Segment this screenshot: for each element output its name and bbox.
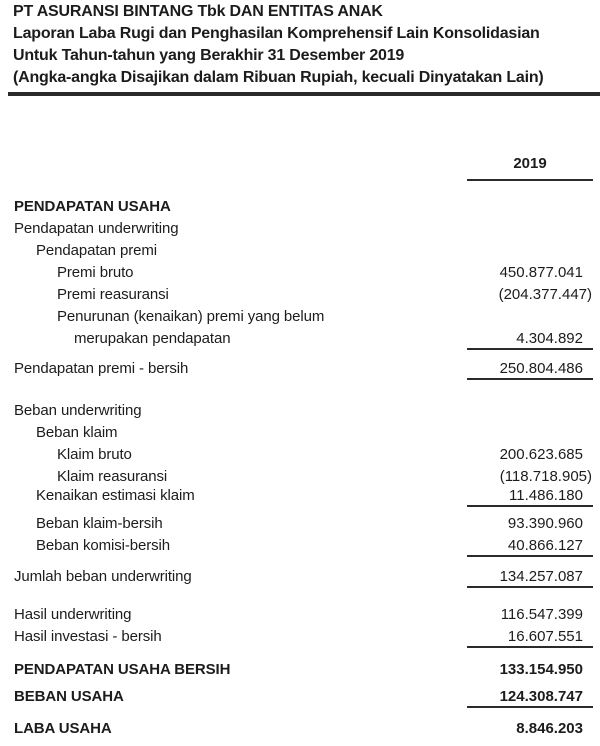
row-value xyxy=(467,358,593,380)
row-value xyxy=(467,284,593,306)
statement-row xyxy=(0,422,593,444)
row-label: Beban underwriting xyxy=(14,402,142,419)
row-value-text: 116.547.399 xyxy=(500,606,583,623)
statement-row xyxy=(0,659,593,681)
company-name: PT ASURANSI BINTANG Tbk DAN ENTITAS ANAK xyxy=(13,3,383,20)
document-header xyxy=(13,1,596,89)
row-label: Premi bruto xyxy=(57,264,134,281)
row-value xyxy=(467,566,593,588)
row-label: Pendapatan underwriting xyxy=(14,220,179,237)
row-value-text: 134.257.087 xyxy=(499,568,583,585)
row-value xyxy=(467,400,593,422)
statement-row xyxy=(0,284,593,306)
row-label: Pendapatan premi xyxy=(36,242,157,259)
statement-row xyxy=(0,218,593,240)
row-value-text: (118.718.905) xyxy=(499,468,592,485)
statement-row xyxy=(0,513,593,535)
row-value xyxy=(467,240,593,262)
row-label: merupakan pendapatan xyxy=(74,330,231,347)
statement-row xyxy=(0,626,593,648)
statement-title: Laporan Laba Rugi dan Penghasilan Komprehensif Lain Konsolidasian xyxy=(13,25,540,42)
row-label: PENDAPATAN USAHA BERSIH xyxy=(14,661,231,678)
row-label: Hasil underwriting xyxy=(14,606,132,623)
statement-row xyxy=(0,566,593,588)
header-divider-rule xyxy=(8,92,600,96)
row-label: LABA USAHA xyxy=(14,720,112,737)
row-label: Pendapatan premi - bersih xyxy=(14,360,189,377)
row-value xyxy=(467,262,593,284)
row-value xyxy=(467,626,593,648)
currency-note: (Angka-angka Disajikan dalam Ribuan Rupiah, kecuali Dinyatakan Lain) xyxy=(13,69,544,86)
statement-row xyxy=(0,718,593,740)
row-value-text: 40.866.127 xyxy=(507,537,583,554)
row-label: Klaim reasuransi xyxy=(57,468,168,485)
year-column-header: 2019 xyxy=(513,155,547,172)
row-value-text: 4.304.892 xyxy=(516,330,583,347)
statement-rows xyxy=(0,196,593,740)
row-value xyxy=(467,422,593,444)
statement-row xyxy=(0,262,593,284)
statement-row xyxy=(0,196,593,218)
row-value xyxy=(467,218,593,240)
row-value xyxy=(467,196,593,218)
row-value xyxy=(467,604,593,626)
row-value-text: 16.607.551 xyxy=(507,628,583,645)
row-label: Jumlah beban underwriting xyxy=(14,568,192,585)
statement-row xyxy=(0,485,593,507)
row-label: Kenaikan estimasi klaim xyxy=(36,487,195,504)
row-value xyxy=(467,659,593,681)
period-line: Untuk Tahun-tahun yang Berakhir 31 Desember 2019 xyxy=(13,47,405,64)
row-label: PENDAPATAN USAHA xyxy=(14,198,171,215)
statement-row xyxy=(0,604,593,626)
row-label: Penurunan (kenaikan) premi yang belum xyxy=(57,308,325,325)
row-value-text: 450.877.041 xyxy=(499,264,583,281)
row-label: Beban klaim-bersih xyxy=(36,515,163,532)
statement-row xyxy=(0,686,593,708)
row-value xyxy=(467,444,593,466)
row-value xyxy=(467,535,593,557)
row-value xyxy=(467,328,593,350)
row-value xyxy=(467,485,593,507)
row-value-text: 124.308.747 xyxy=(499,688,583,705)
statement-row xyxy=(0,306,593,328)
row-value-text: 133.154.950 xyxy=(499,661,583,678)
row-label: Beban klaim xyxy=(36,424,118,441)
statement-row xyxy=(0,240,593,262)
statement-row xyxy=(0,328,593,350)
row-value xyxy=(467,686,593,708)
row-label: Hasil investasi - bersih xyxy=(14,628,162,645)
statement-row xyxy=(0,535,593,557)
row-value-text: 200.623.685 xyxy=(499,446,583,463)
row-value-text: 11.486.180 xyxy=(509,487,583,504)
row-label: BEBAN USAHA xyxy=(14,688,124,705)
statement-row xyxy=(0,400,593,422)
year-column-underline xyxy=(467,179,593,181)
row-value-text: 93.390.960 xyxy=(507,515,583,532)
row-value xyxy=(467,718,593,740)
row-value xyxy=(467,513,593,535)
row-value-text: 250.804.486 xyxy=(499,360,583,377)
row-value xyxy=(467,306,593,328)
row-value-text: 8.846.203 xyxy=(516,720,583,737)
row-label: Klaim bruto xyxy=(57,446,132,463)
statement-row xyxy=(0,444,593,466)
row-label: Beban komisi-bersih xyxy=(36,537,170,554)
statement-row xyxy=(0,358,593,380)
row-label: Premi reasuransi xyxy=(57,286,169,303)
row-value-text: (204.377.447) xyxy=(498,286,592,303)
